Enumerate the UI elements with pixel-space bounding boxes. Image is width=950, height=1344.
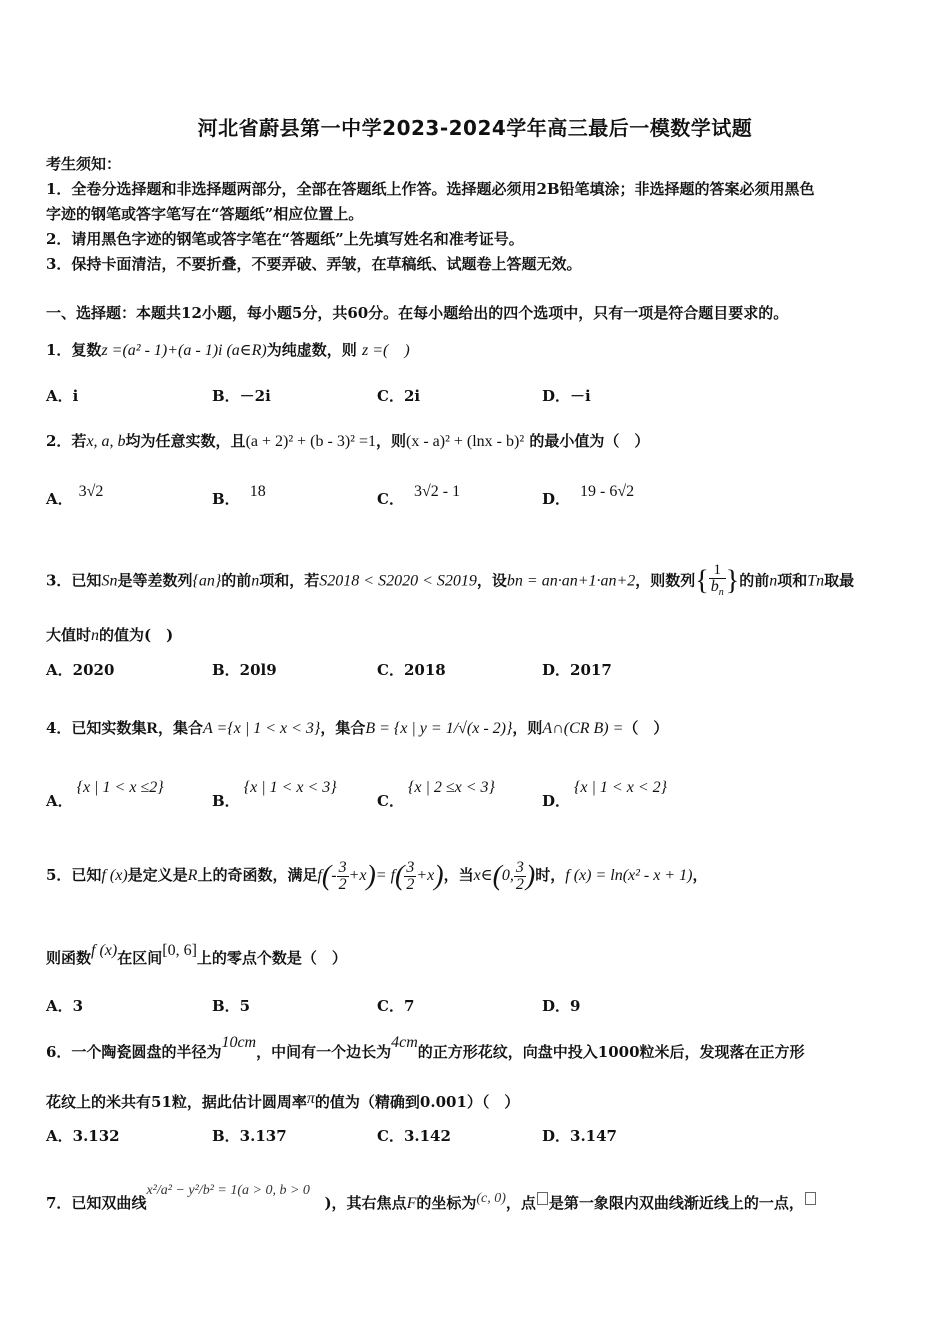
q5-t6: ， bbox=[692, 866, 708, 885]
q4-label-c: C． bbox=[377, 792, 404, 810]
q1-option-c[interactable]: C．2i bbox=[377, 387, 421, 405]
question-3-line2 bbox=[46, 624, 173, 645]
question-3 bbox=[46, 562, 854, 601]
q5-option-b[interactable]: B．5 bbox=[212, 997, 251, 1015]
q3-n3: n bbox=[91, 627, 100, 644]
q2-value-c: 3√2 - 1 bbox=[413, 483, 461, 500]
q1-pre: 1．复数 bbox=[46, 341, 102, 359]
q7-missing-glyph-icon bbox=[537, 1192, 548, 1205]
question-6-line2 bbox=[46, 1091, 519, 1112]
q6-pi: π bbox=[306, 1090, 315, 1107]
q5-line2a: 则函数 bbox=[46, 949, 92, 967]
q2-expression: (x - a)² + (lnx - b)² bbox=[405, 433, 525, 450]
q3-line2a: 大值时 bbox=[46, 626, 92, 644]
q3-t7: 的前 bbox=[739, 571, 770, 590]
q3-frac: $\frac{1}{b_n}$ bbox=[710, 562, 724, 599]
q2-pre: 2．若 bbox=[46, 432, 87, 450]
q3-n2: n bbox=[769, 572, 778, 590]
q7-f: F bbox=[406, 1195, 417, 1212]
q6-option-a[interactable]: A．3.132 bbox=[46, 1127, 120, 1145]
q6-t3: 的正方形花纹，向盘中投入1000粒米后，发现落在正方形 bbox=[417, 1043, 805, 1061]
q5-line2b: 在区间 bbox=[117, 949, 163, 967]
q1-option-d[interactable]: D．－i bbox=[542, 387, 591, 405]
q4-option-d[interactable] bbox=[542, 779, 668, 811]
q3-option-b[interactable]: B．20l9 bbox=[212, 661, 277, 679]
notice-heading: 考生须知： bbox=[46, 155, 122, 173]
q3-brace-open: { bbox=[695, 565, 709, 597]
question-7 bbox=[46, 1183, 817, 1213]
q4-option-a[interactable] bbox=[46, 779, 164, 811]
q3-t2: 是等差数列 bbox=[117, 571, 193, 590]
q1-option-b[interactable]: B．－2i bbox=[212, 387, 271, 405]
q4-value-c: {x | 2 ≤x < 3} bbox=[407, 779, 495, 796]
q5-condition: f(- $\frac{3}{2}$ +x)= f( $\frac{3}{2}$ +x) bbox=[317, 859, 444, 893]
q2-option-b[interactable] bbox=[212, 483, 266, 509]
q2-option-a[interactable] bbox=[46, 483, 104, 509]
q3-option-a[interactable]: A．2020 bbox=[46, 661, 115, 679]
q4-option-c[interactable] bbox=[377, 779, 495, 811]
q5-line2c: 上的零点个数是（ ） bbox=[196, 949, 347, 967]
q3-bn: bn = an·an+1·an+2 bbox=[506, 572, 636, 590]
q3-brace-close: } bbox=[725, 565, 740, 597]
q2-mid: 均为任意实数，且 bbox=[125, 432, 246, 450]
q3-t9: 取最 bbox=[824, 571, 855, 590]
q4-value-a: {x | 1 < x ≤2} bbox=[76, 779, 164, 796]
q4-set-a: A ={x | 1 < x < 3} bbox=[203, 720, 321, 737]
q5-option-a[interactable]: A．3 bbox=[46, 997, 84, 1015]
q5-option-c[interactable]: C．7 bbox=[377, 997, 415, 1015]
q6-radius: 10cm bbox=[221, 1034, 257, 1051]
q4-label-d: D． bbox=[542, 792, 571, 810]
question-1 bbox=[46, 337, 410, 360]
q2-value-d: 19 - 6√2 bbox=[580, 483, 635, 500]
q4-label-b: B． bbox=[212, 792, 240, 810]
q5-fx2: f (x) bbox=[91, 942, 118, 959]
q6-line2b: 的值为（精确到0.001）（ ） bbox=[314, 1093, 520, 1111]
q1-option-a[interactable]: A．i bbox=[46, 387, 79, 405]
q6-side: 4cm bbox=[391, 1034, 418, 1051]
q1-tail: z =( ) bbox=[362, 342, 410, 359]
question-5 bbox=[46, 860, 708, 893]
q5-fdef: f (x) = ln(x² - x + 1) bbox=[565, 867, 693, 885]
notice-item-3: 3．保持卡面清洁，不要折叠，不要弄破、弄皱，在草稿纸、试题卷上答题无效。 bbox=[46, 255, 582, 273]
q3-t3: 的前 bbox=[221, 571, 252, 590]
q2-label-d: D． bbox=[542, 490, 571, 508]
section-heading: 一、选择题：本题共12小题，每小题5分，共60分。在每小题给出的四个选项中，只有一项是符合题目要求的。 bbox=[46, 304, 789, 322]
q4-t2: ，集合 bbox=[158, 719, 204, 737]
q7-missing-glyph-icon-2 bbox=[805, 1192, 816, 1205]
q7-equation: x²/a² − y²/b² = 1(a > 0, b > 0 bbox=[146, 1183, 310, 1198]
q4-value-d: {x | 1 < x < 2} bbox=[574, 779, 668, 796]
q2-value-a: 3√2 bbox=[78, 483, 104, 500]
q4-value-b: {x | 1 < x < 3} bbox=[243, 779, 337, 796]
q2-option-d[interactable] bbox=[542, 483, 635, 509]
q4-label-a: A． bbox=[46, 792, 73, 810]
q4-set-b: B = {x | y = 1/√(x - 2)} bbox=[365, 720, 513, 737]
q5-fx: f (x) bbox=[101, 867, 128, 885]
q4-t5: （ ） bbox=[623, 719, 669, 737]
q5-t4: ，当 bbox=[443, 866, 474, 885]
q3-condition: S2018 < S2020 < S2019 bbox=[319, 572, 477, 590]
q6-line2: 花纹上的米共有51粒，据此估计圆周率 bbox=[46, 1093, 307, 1111]
question-5-line2 bbox=[46, 942, 347, 968]
q5-interval: [0, 6] bbox=[162, 942, 197, 959]
q4-t3: ，集合 bbox=[320, 719, 366, 737]
q4-option-b[interactable] bbox=[212, 779, 337, 811]
q3-line2b: 的值为( ) bbox=[99, 626, 174, 644]
question-6 bbox=[46, 1034, 805, 1062]
q2-label-c: C． bbox=[377, 490, 404, 508]
notice-item-2: 2．请用黑色字迹的钢笔或答字笔在“答题纸”上先填写姓名和准考证号。 bbox=[46, 230, 524, 248]
q2-vars: x, a, b bbox=[86, 433, 126, 450]
question-2 bbox=[46, 430, 649, 451]
q1-post: 为纯虚数，则 bbox=[266, 341, 357, 359]
notice-item-1b: 字迹的钢笔或答字笔写在“答题纸”相应位置上。 bbox=[46, 205, 364, 223]
q3-sn: Sn bbox=[101, 572, 118, 590]
q5-t5: 时， bbox=[535, 866, 566, 885]
q4-t4: ，则 bbox=[512, 719, 543, 737]
q4-r: R bbox=[146, 720, 159, 737]
q2-label-a: A． bbox=[46, 490, 73, 508]
q3-n: n bbox=[251, 572, 260, 590]
q6-t2: ，中间有一个边长为 bbox=[256, 1043, 392, 1061]
page-title: 河北省蔚县第一中学2023-2024学年高三最后一模数学试题 bbox=[197, 116, 753, 140]
q2-option-c[interactable] bbox=[377, 483, 461, 509]
q2-label-b: B． bbox=[212, 490, 240, 508]
q7-t2: )，其右焦点 bbox=[324, 1194, 407, 1212]
q4-t1: 4．已知实数集 bbox=[46, 719, 147, 737]
q2-condition: (a + 2)² + (b - 3)² =1 bbox=[245, 433, 376, 450]
q3-t8: 项和 bbox=[777, 571, 808, 590]
q3-tn: Tn bbox=[807, 572, 825, 590]
q2-value-b: 18 bbox=[249, 483, 266, 500]
q5-r: R bbox=[187, 867, 198, 885]
q5-t2: 是定义是 bbox=[127, 866, 188, 885]
q3-an: {an} bbox=[192, 572, 222, 590]
q1-expr: z =(a² - 1)+(a - 1)i (a∈R) bbox=[101, 342, 267, 359]
q3-option-d[interactable]: D．2017 bbox=[542, 661, 612, 679]
q6-option-b[interactable]: B．3.137 bbox=[212, 1127, 287, 1145]
q3-t4: 项和，若 bbox=[259, 571, 320, 590]
q2-mid2: ，则 bbox=[375, 432, 406, 450]
notice-item-1a: 1．全卷分选择题和非选择题两部分，全部在答题纸上作答。选择题必须用2B铅笔填涂；非选择题的答案必须用黑色 bbox=[46, 180, 815, 198]
q5-t1: 5．已知 bbox=[46, 866, 102, 885]
q3-t5: ，设 bbox=[476, 571, 507, 590]
q5-t3: 上的奇函数，满足 bbox=[197, 866, 318, 885]
q5-domain: x∈(0, $\frac{3}{2}$ ) bbox=[473, 859, 536, 893]
q3-t6: ，则数列 bbox=[635, 571, 696, 590]
q4-expression: A∩(CR B) = bbox=[542, 720, 624, 737]
q7-t3: 的坐标为 bbox=[416, 1194, 477, 1212]
q7-t5: 是第一象限内双曲线渐近线上的一点， bbox=[548, 1194, 804, 1212]
q7-coord: (c, 0) bbox=[476, 1191, 506, 1206]
q3-option-c[interactable]: C．2018 bbox=[377, 661, 446, 679]
q6-t1: 6．一个陶瓷圆盘的半径为 bbox=[46, 1043, 222, 1061]
q3-t1: 3．已知 bbox=[46, 571, 102, 590]
q2-post: 的最小值为（ ） bbox=[529, 432, 650, 450]
q7-t1: 7．已知双曲线 bbox=[46, 1194, 147, 1212]
question-4 bbox=[46, 717, 668, 738]
q6-option-c[interactable]: C．3.142 bbox=[377, 1127, 451, 1145]
q7-t4: ，点 bbox=[505, 1194, 536, 1212]
q6-option-d[interactable]: D．3.147 bbox=[542, 1127, 617, 1145]
q5-option-d[interactable]: D．9 bbox=[542, 997, 581, 1015]
